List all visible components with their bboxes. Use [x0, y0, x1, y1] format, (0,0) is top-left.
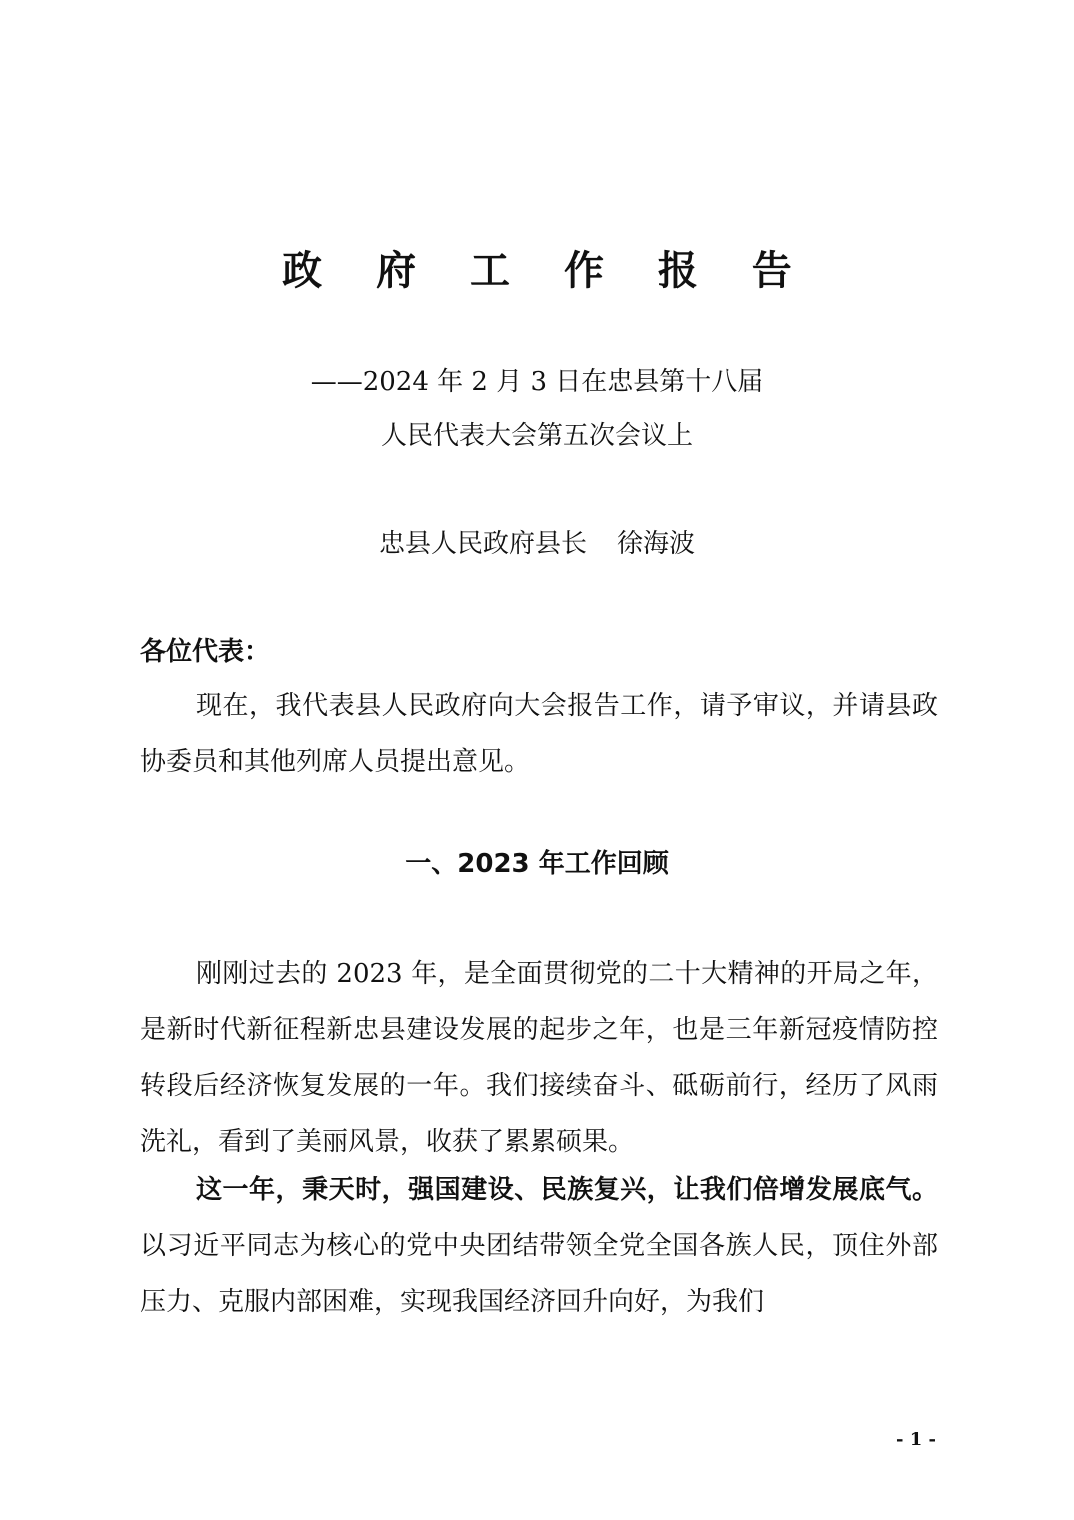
page-number: - 1 -: [896, 1429, 936, 1450]
year-paragraph: [140, 1162, 938, 1330]
year-paragraph-body: 以习近平同志为核心的党中央团结带领全党全国各族人民，顶住外部压力、克服内部困难，实现我国经济回升向好，为我们: [140, 1231, 938, 1317]
subtitle-line-2: 人民代表大会第五次会议上: [380, 421, 693, 451]
review-paragraph: 刚刚过去的 2023 年，是全面贯彻党的二十大精神的开局之年，是新时代新征程新忠县建设发展的起步之年，也是三年新冠疫情防控转段后经济恢复发展的一年。我们接续奋斗、砥砺前行，经历了风雨洗礼，看到了美丽风景，收获了累累硕果。: [140, 959, 938, 1157]
year-paragraph-lead: 这一年，秉天时，强国建设、民族复兴，让我们倍增发展底气。: [196, 1175, 938, 1205]
intro-paragraph: 现在，我代表县人民政府向大会报告工作，请予审议，并请县政协委员和其他列席人员提出意见。: [140, 691, 938, 777]
author-name: 徐海波: [617, 529, 696, 559]
document-title: 政 府 工 作 报 告: [282, 247, 812, 294]
salutation: 各位代表：: [140, 637, 271, 667]
author-line: [0, 518, 1074, 570]
subtitle-line-1: ——2024 年 2 月 3 日在忠县第十八届: [310, 367, 764, 397]
section-heading: 一、2023 年工作回顾: [405, 849, 669, 879]
author-title: 忠县人民政府县长: [378, 529, 587, 559]
